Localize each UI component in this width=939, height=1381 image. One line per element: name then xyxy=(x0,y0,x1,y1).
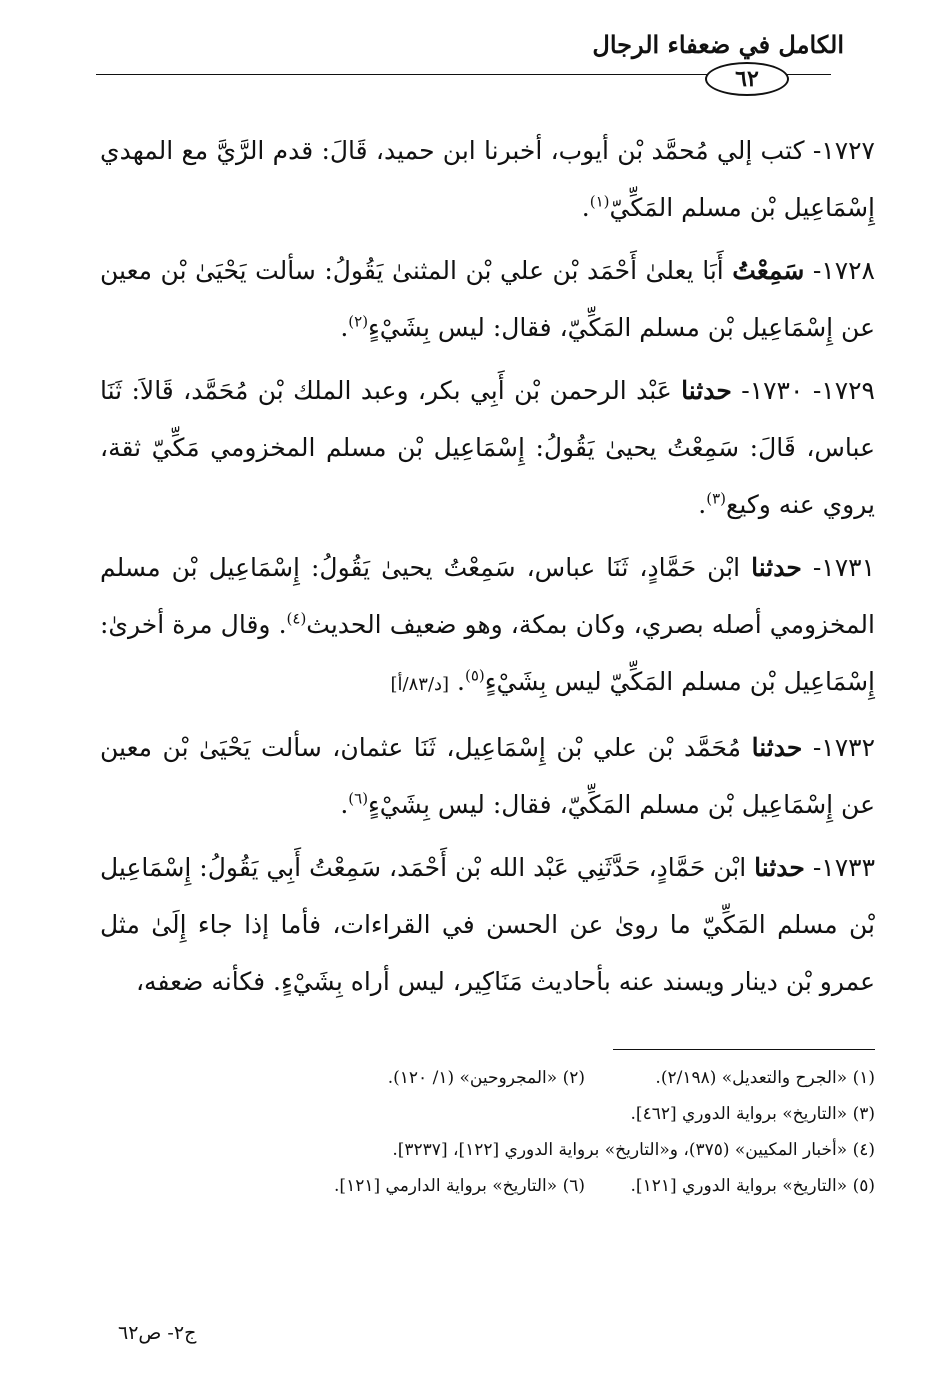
footnote-row xyxy=(100,1168,875,1204)
footnote-ref[interactable]: (٦) xyxy=(348,789,369,808)
main-text xyxy=(100,122,875,1016)
footnote-ref[interactable]: (٣) xyxy=(706,489,727,508)
entry-number: ١٧٣١- xyxy=(812,553,875,582)
footnote-4: (٤) «أخبار المكيين» (٣٧٥)، و«التاريخ» برواية الدوري [١٢٢]، [٣٢٣٧]. xyxy=(392,1140,875,1160)
entry-keyword: حدثنا xyxy=(681,376,732,405)
entry-number: ١٧٢٩- ١٧٣٠- xyxy=(741,376,875,405)
entry-keyword: حدثنا xyxy=(751,553,802,582)
footnote-2: (٢) «المجروحين» (١/ ١٢٠). xyxy=(387,1068,585,1088)
entry-1729-1730 xyxy=(100,362,875,533)
footnote-6: (٦) «التاريخ» برواية الدارمي [١٢١]. xyxy=(334,1176,585,1196)
entry-tail: . xyxy=(340,790,349,819)
footnote-1: (١) «الجرح والتعديل» (٢/١٩٨). xyxy=(655,1068,875,1088)
footnote-5: (٥) «التاريخ» برواية الدوري [١٢١]. xyxy=(630,1176,875,1196)
book-title: الكامل في ضعفاء الرجال xyxy=(592,30,844,59)
footnote-3: (٣) «التاريخ» برواية الدوري [٤٦٢]. xyxy=(630,1104,875,1124)
entry-1731 xyxy=(100,539,875,713)
footnote-row xyxy=(100,1096,875,1132)
entry-text: كتب إلي مُحمَّد بْن أيوب، أخبرنا ابن حميد، قَالَ: قدم الرَّيَّ مع المهدي إِسْمَاعِيل بْن مسلم المَكِّيّ xyxy=(100,136,875,222)
footnote-ref[interactable]: (١) xyxy=(589,192,610,211)
footnote-separator xyxy=(613,1049,875,1050)
entry-keyword: حدثنا xyxy=(754,853,805,882)
manuscript-reference: [د/٨٣/أ] xyxy=(390,674,450,695)
footnote-ref[interactable]: (٤) xyxy=(286,609,307,628)
footnotes xyxy=(100,1060,875,1204)
entry-text-continued: . وقال مرة أخرىٰ: إِسْمَاعِيل بْن مسلم المَكِّيّ ليس بِشَيْءٍ xyxy=(100,610,875,696)
entry-text: أَبَا يعلىٰ أَحْمَد بْن علي بْن المثنىٰ يَقُولُ: سألت يَحْيَىٰ بْن معين عن إِسْمَاعِيل بْن مسلم المَكِّيّ، فقال: ليس بِشَيْءٍ xyxy=(100,256,875,342)
entry-1727 xyxy=(100,122,875,236)
entry-tail: . xyxy=(340,313,349,342)
entry-1732 xyxy=(100,719,875,833)
entry-text: ابْن حَمَّادٍ، حَدَّثَنِي عَبْد الله بْن أَحْمَد، سَمِعْتُ أَبِي يَقُولُ: إِسْمَاعِيل بْن مسلم المَكِّيّ ما روىٰ عن الحسن في القراءات، فأما إذا جاء إِلَىٰ مثل عمرو بْن دينار ويسند عنه بأحاديث مَنَاكِير، ليس أراه بِشَيْءٍ. فكأنه ضعفه، xyxy=(100,853,875,996)
entry-text: عَبْد الرحمن بْن أَبِي بكر، وعبد الملك بْن مُحَمَّد، قَالاَ: ثَنَا عباس، قَالَ: سَمِعْتُ يحيىٰ يَقُولُ: إِسْمَاعِيل بْن مسلم المخزومي مَكِّيّ ثقة، يروي عنه وكيع xyxy=(100,376,875,519)
entry-tail: . xyxy=(581,193,590,222)
footnote-ref[interactable]: (٢) xyxy=(348,312,369,331)
entry-number: ١٧٣٢- xyxy=(812,733,876,762)
entry-1728 xyxy=(100,242,875,356)
footnote-row xyxy=(100,1132,875,1168)
entry-number: ١٧٣٣- xyxy=(812,853,876,882)
entry-tail: . xyxy=(457,667,465,696)
entry-keyword: سَمِعْتُ xyxy=(732,256,805,285)
entry-keyword: حدثنا xyxy=(751,733,803,762)
entry-number: ١٧٢٧- xyxy=(812,136,875,165)
entry-tail: . xyxy=(698,490,707,519)
page-number: ٦٢ xyxy=(735,66,759,92)
footnote-row xyxy=(100,1060,875,1096)
entry-1733 xyxy=(100,839,875,1010)
volume-page-reference: ج٢- ص٦٢ xyxy=(118,1322,197,1344)
entry-text: مُحَمَّد بْن علي بْن إِسْمَاعِيل، ثَنَا عثمان، سألت يَحْيَىٰ بْن معين عن إِسْمَاعِيل بْن مسلم المَكِّيّ، فقال: ليس بِشَيْءٍ xyxy=(100,733,875,819)
entry-text: ابْن حَمَّادٍ، ثَنَا عباس، سَمِعْتُ يحيىٰ يَقُولُ: إِسْمَاعِيل بْن مسلم المخزومي أصله بصري، وكان بمكة، وهو ضعيف الحديث xyxy=(100,553,875,639)
entry-number: ١٧٢٨- xyxy=(812,256,875,285)
page-number-badge xyxy=(705,62,789,96)
footnote-ref[interactable]: (٥) xyxy=(464,666,485,685)
